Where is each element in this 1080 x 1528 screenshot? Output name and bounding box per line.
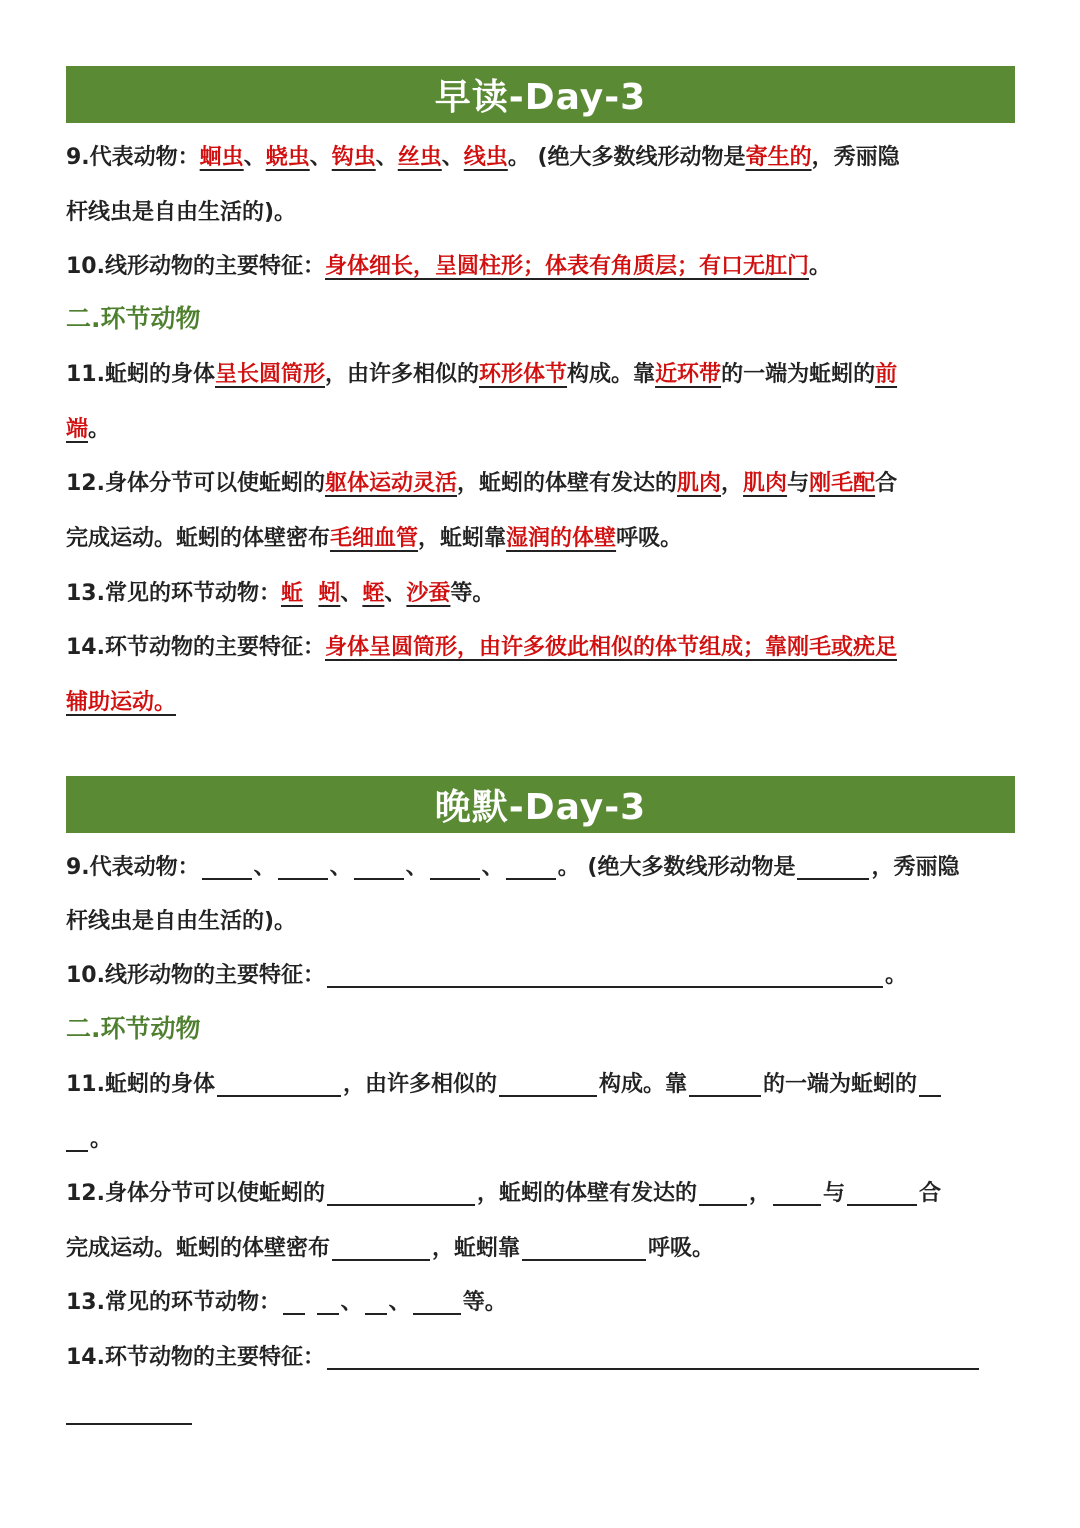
blank-field[interactable] [773,1178,821,1206]
answer-animal-3: 钩虫 [331,145,376,170]
blank-field[interactable] [66,1124,88,1152]
blank-field[interactable] [522,1233,646,1261]
blank-field[interactable] [283,1287,305,1315]
separator: 、 [405,855,428,880]
q13-end: 等。 [450,581,495,606]
separator: 、 [243,145,266,170]
morning-q12-line1 [66,467,1026,501]
q12-text-4: 与 [823,1181,846,1206]
period: 。 [507,145,530,170]
answer-animal-2: 蛲虫 [265,145,310,170]
q12-text-2: ，蚯蚓的体壁有发达的 [457,471,678,496]
blank-field[interactable] [847,1178,917,1206]
q12-text-7: ，蚯蚓靠 [432,1236,521,1261]
q10-label: 10.线形动物的主要特征： [66,254,325,279]
answer-animal-4: 丝虫 [397,145,442,170]
q12-text-1: 12.身体分节可以使蚯蚓的 [66,471,325,496]
morning-section-heading: 二.环节动物 [66,304,201,333]
q12-text-5: 合 [875,471,898,496]
evening-q11-line2 [66,1123,1026,1157]
blank-field[interactable] [413,1287,461,1315]
blank-field[interactable] [365,1287,387,1315]
blank-field[interactable] [506,852,556,880]
period: 。 [88,417,111,442]
evening-title-banner [66,776,1015,833]
blank-field[interactable] [278,852,328,880]
morning-q11-line1 [66,358,1026,392]
answer-q11-2: 环形体节 [479,362,568,387]
answer-q11-4b: 端 [66,417,89,442]
answer-q12-3: 肌肉 [743,471,788,496]
answer-q12-2: 肌肉 [677,471,722,496]
q14-label: 14.环节动物的主要特征： [66,635,325,660]
blank-field[interactable] [202,852,252,880]
q12-text-1: 12.身体分节可以使蚯蚓的 [66,1181,325,1206]
answer-q12-1: 躯体运动灵活 [324,471,457,496]
morning-q12-line2 [66,522,1026,556]
blank-field[interactable] [217,1069,341,1097]
evening-q11-line1 [66,1068,1026,1102]
answer-q12-4: 刚毛配 [809,471,876,496]
separator: 、 [340,1290,363,1315]
blank-field[interactable] [354,852,404,880]
morning-q10 [66,250,1026,284]
q12-text-6: 完成运动。蚯蚓的体壁密布 [66,526,331,551]
q14-label: 14.环节动物的主要特征： [66,1345,325,1370]
morning-q14-line1 [66,631,1026,665]
q9-line2-text: 杆线虫是自由生活的)。 [66,909,297,934]
q12-text-8: 呼吸。 [648,1236,715,1261]
answer-q11-1: 呈长圆筒形 [214,362,325,387]
blank-field[interactable] [327,1342,979,1370]
q12-text-2: ，蚯蚓的体壁有发达的 [476,1181,697,1206]
morning-q14-line2 [66,686,1026,720]
answer-q14-1: 身体呈圆筒形，由许多彼此相似的体节组成；靠刚毛或疣足 [324,635,897,660]
separator: 、 [481,855,504,880]
q11-text-2: ，由许多相似的 [325,362,480,387]
separator: 、 [329,855,352,880]
q11-text-4: 的一端为蚯蚓的 [763,1072,918,1097]
q13-end: 等。 [462,1290,507,1315]
evening-q12-line1 [66,1177,1026,1211]
separator: 、 [384,581,407,606]
q12-text-6: 完成运动。蚯蚓的体壁密布 [66,1236,331,1261]
q9-label: 9.代表动物： [66,855,200,880]
morning-q9-line1 [66,141,1026,175]
morning-title-banner [66,66,1015,123]
blank-field[interactable] [327,1178,475,1206]
evening-q10 [66,959,1026,993]
q12-text-4: 与 [787,471,810,496]
blank-field[interactable] [699,1178,747,1206]
answer-q11-3: 近环带 [655,362,722,387]
morning-q9-line2 [66,196,1026,230]
morning-title: 早读-Day-3 [434,77,647,118]
blank-field[interactable] [689,1069,761,1097]
q12-text-5: 合 [919,1181,942,1206]
q11-text-1: 11.蚯蚓的身体 [66,1072,215,1097]
answer-q12-6: 湿润的体壁 [506,526,617,551]
evening-title: 晚默-Day-3 [434,787,647,828]
q11-text-1: 11.蚯蚓的身体 [66,362,215,387]
blank-field[interactable] [499,1069,597,1097]
q11-text-4: 的一端为蚯蚓的 [721,362,876,387]
blank-field[interactable] [327,960,883,988]
separator: 、 [441,145,464,170]
q12-text-3: ， [721,471,744,496]
morning-q13 [66,577,1026,611]
separator: 、 [253,855,276,880]
answer-q10: 身体细长，呈圆柱形；体表有角质层；有口无肛门 [324,254,809,279]
answer-q13-1: 蚯 [280,581,303,606]
separator: 、 [340,581,363,606]
q9-paren-pre: (绝大多数线形动物是 [537,145,746,170]
blank-field[interactable] [317,1287,339,1315]
answer-animal-1: 蛔虫 [199,145,244,170]
answer-q12-5: 毛细血管 [330,526,419,551]
answer-q13-3: 蛭 [362,581,385,606]
blank-field[interactable] [66,1397,192,1425]
q9-paren-post: ，秀丽隐 [811,145,900,170]
q9-line2-text: 杆线虫是自由生活的)。 [66,200,297,225]
q12-text-7: ，蚯蚓靠 [418,526,507,551]
q13-label: 13.常见的环节动物： [66,1290,281,1315]
evening-q9-line2 [66,905,1026,939]
answer-q11-4a: 前 [875,362,898,387]
evening-q14-line1 [66,1341,1026,1375]
blank-field[interactable] [919,1069,941,1097]
q13-label: 13.常见的环节动物： [66,581,281,606]
q9-paren-pre: (绝大多数线形动物是 [587,855,796,880]
q11-text-3: 构成。靠 [567,362,656,387]
blank-field[interactable] [430,852,480,880]
answer-q14-2: 辅助运动。 [66,690,177,715]
separator: 、 [388,1290,411,1315]
evening-q12-line2 [66,1232,1026,1266]
blank-field[interactable] [332,1233,430,1261]
separator: 、 [309,145,332,170]
period: 。 [557,855,580,880]
answer-parasitic: 寄生的 [745,145,812,170]
morning-q11-line2 [66,413,1026,447]
separator: 、 [375,145,398,170]
answer-animal-5: 线虫 [463,145,508,170]
q12-text-3: ， [749,1181,772,1206]
answer-q13-4: 沙蚕 [406,581,451,606]
q10-label: 10.线形动物的主要特征： [66,963,325,988]
period: 。 [90,1127,113,1152]
evening-q13 [66,1286,1026,1320]
period: 。 [809,254,832,279]
evening-q9-line1 [66,851,1026,885]
q9-paren-post: ，秀丽隐 [871,855,960,880]
blank-field[interactable] [797,852,869,880]
answer-q13-2: 蚓 [318,581,341,606]
evening-q14-line2 [66,1396,1026,1430]
evening-section-heading: 二.环节动物 [66,1014,201,1043]
q9-label: 9.代表动物： [66,145,200,170]
q12-text-8: 呼吸。 [616,526,683,551]
q11-text-2: ，由许多相似的 [342,1072,497,1097]
period: 。 [884,963,907,988]
q11-text-3: 构成。靠 [599,1072,688,1097]
